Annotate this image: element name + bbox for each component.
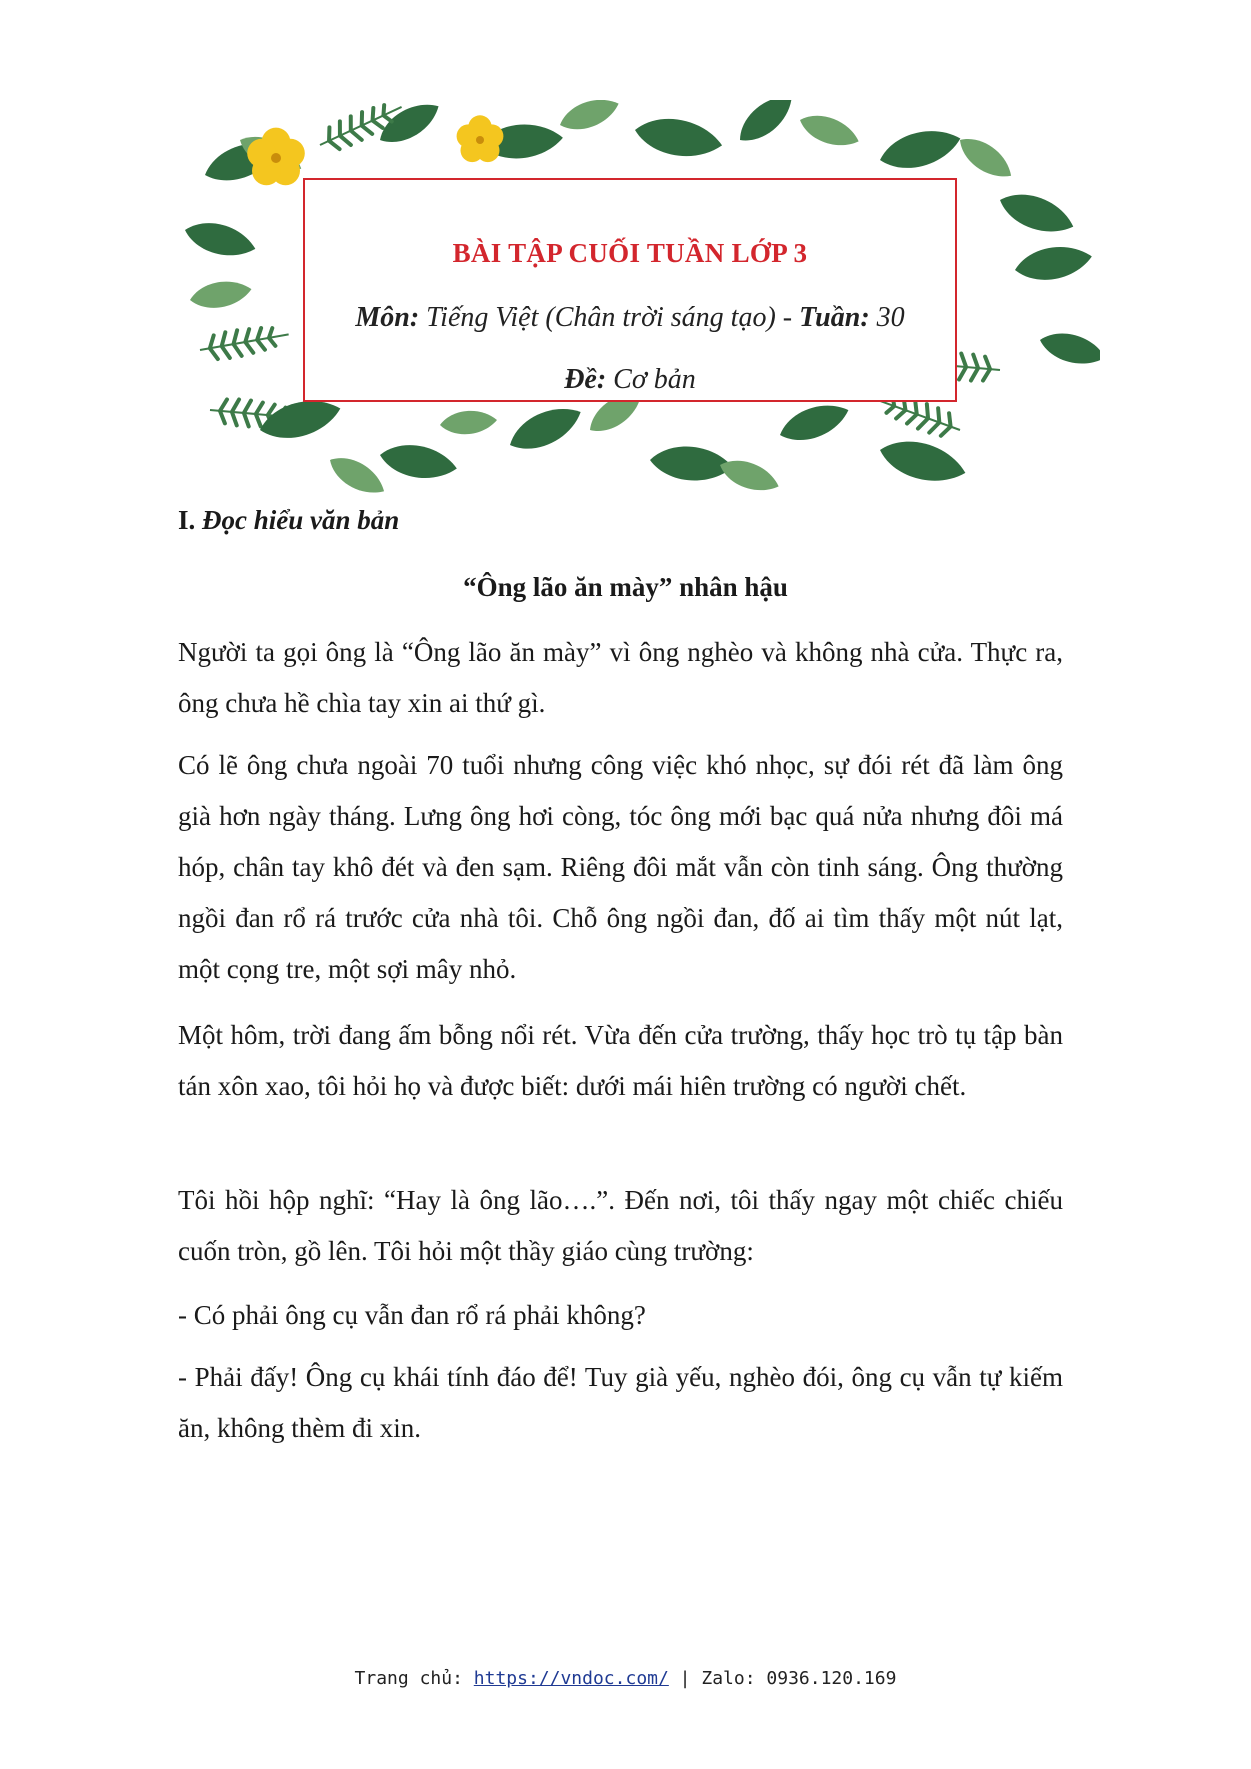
page-footer	[0, 1668, 1251, 1689]
level-label: Đề:	[564, 364, 607, 395]
paragraph: Có lẽ ông chưa ngoài 70 tuổi nhưng công việc khó nhọc, sự đói rét đã làm ông già hơn ngày tháng. Lưng ông hơi còng, tóc ông mới bạc quá nửa nhưng đôi má hóp, chân tay khô đét và đen sạm. Riêng đôi mắt vẫn còn tinh sáng. Ông thường ngồi đan rổ rá trước cửa nhà tôi. Chỗ ông ngồi đan, đố ai tìm thấy một nút lạt, một cọng tre, một sợi mây nhỏ.	[178, 750, 1063, 984]
decorative-banner	[180, 100, 1100, 495]
home-label: Trang chủ:	[354, 1668, 474, 1689]
section-heading	[178, 505, 399, 536]
paragraph: Tôi hồi hộp nghĩ: “Hay là ông lão….”. Đến nơi, tôi thấy ngay một chiếc chiếu cuốn tròn, gồ lên. Tôi hỏi một thầy giáo cùng trường:	[178, 1185, 1063, 1266]
subject-label: Môn:	[355, 302, 420, 333]
story-title: “Ông lão ăn mày” nhân hậu	[463, 572, 788, 602]
week-label: Tuần:	[799, 302, 870, 333]
paragraph: Một hôm, trời đang ấm bỗng nổi rét. Vừa đến cửa trường, thấy học trò tụ tập bàn tán xôn xao, tôi hỏi họ và được biết: dưới mái hiên trường có người chết.	[178, 1020, 1063, 1101]
zalo-number: 0936.120.169	[766, 1668, 897, 1689]
home-link[interactable]: https://vndoc.com/	[473, 1668, 669, 1689]
title-frame	[303, 178, 957, 402]
dialogue-line: - Phải đấy! Ông cụ khái tính đáo để! Tuy già yếu, nghèo đói, ông cụ vẫn tự kiếm ăn, không thèm đi xin.	[178, 1362, 1063, 1443]
subject-line	[305, 302, 955, 334]
paragraph: Người ta gọi ông là “Ông lão ăn mày” vì ông nghèo và không nhà cửa. Thực ra, ông chưa hề chìa tay xin ai thứ gì.	[178, 637, 1063, 718]
week-value: 30	[869, 302, 905, 333]
section-number: I.	[178, 505, 196, 535]
footer-separator: |	[668, 1668, 702, 1689]
subject-value: Tiếng Việt (Chân trời sáng tạo) -	[419, 302, 800, 333]
section-title: Đọc hiểu văn bản	[195, 505, 400, 535]
dialogue-line: - Có phải ông cụ vẫn đan rổ rá phải không?	[178, 1300, 646, 1330]
zalo-label: Zalo:	[701, 1668, 767, 1689]
level-value: Cơ bản	[606, 364, 696, 395]
worksheet-title: BÀI TẬP CUỐI TUẦN LỚP 3	[452, 238, 808, 268]
level-line	[305, 364, 955, 396]
